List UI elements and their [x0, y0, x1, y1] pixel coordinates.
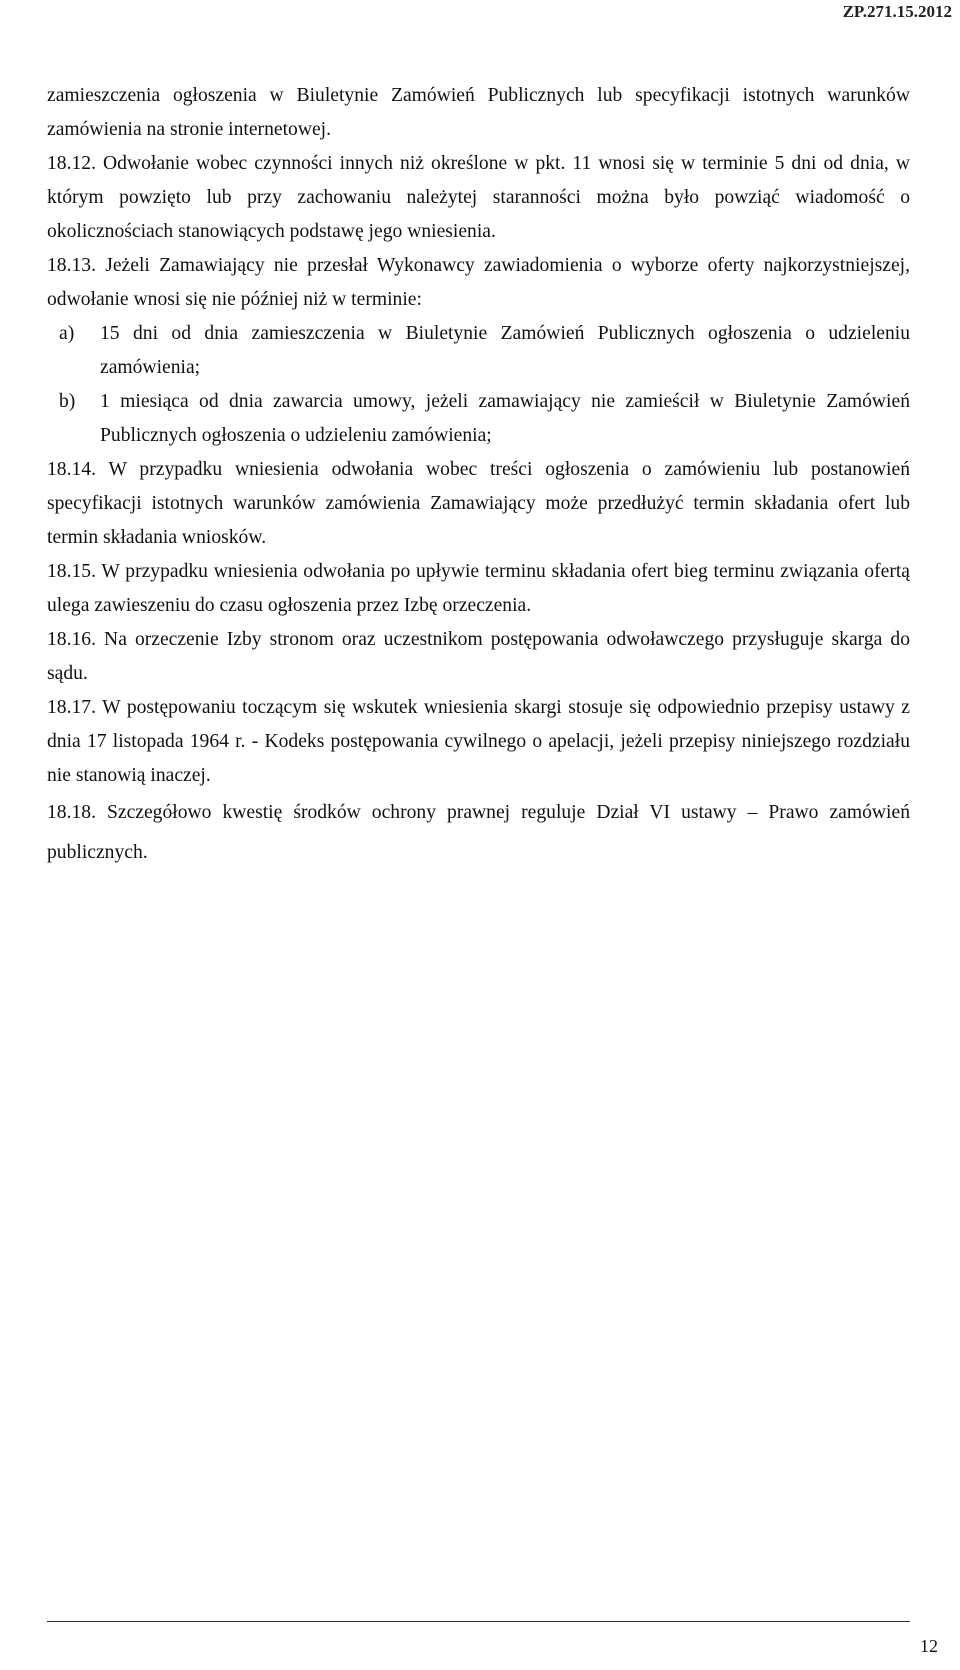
paragraph-18-12: 18.12. Odwołanie wobec czynności innych niż określone w pkt. 11 wnosi się w terminie 5 dni od dnia, w którym powzięto lub przy zachowaniu należytej staranności można było powziąć wiadomość o okolicznościach stanowiących podstawę jego wniesienia.	[47, 153, 910, 242]
paragraph-18-15: 18.15. W przypadku wniesienia odwołania po upływie terminu składania ofert bieg terminu związania ofertą ulega zawieszeniu do czasu ogłoszenia przez Izbę orzeczenia.	[47, 561, 910, 616]
paragraph-18-16: 18.16. Na orzeczenie Izby stronom oraz uczestnikom postępowania odwoławczego przysługuje skarga do sądu.	[47, 629, 910, 684]
paragraph-continuation: zamieszczenia ogłoszenia w Biuletynie Zamówień Publicznych lub specyfikacji istotnych warunków zamówienia na stronie internetowej.	[47, 85, 910, 140]
paragraph-18-14: 18.14. W przypadku wniesienia odwołania wobec treści ogłoszenia o zamówieniu lub postanowień specyfikacji istotnych warunków zamówienia Zamawiający może przedłużyć termin składania ofert lub termin składania wniosków.	[47, 459, 910, 548]
paragraph-18-18: 18.18. Szczegółowo kwestię środków ochrony prawnej reguluje Dział VI ustawy – Prawo zamówień publicznych.	[47, 802, 910, 863]
list-item-b	[59, 385, 910, 453]
paragraph-18-17: 18.17. W postępowaniu toczącym się wskutek wniesienia skargi stosuje się odpowiednio przepisy ustawy z dnia 17 listopada 1964 r. - Kodeks postępowania cywilnego o apelacji, jeżeli przepisy niniejszego rozdziału nie stanowią inaczej.	[47, 697, 910, 786]
page-number: 12	[920, 1636, 938, 1656]
list-text-a: 15 dni od dnia zamieszczenia w Biuletynie Zamówień Publicznych ogłoszenia o udzieleniu zamówienia;	[100, 323, 910, 378]
list-label-a: a)	[59, 323, 75, 344]
list-text-b: 1 miesiąca od dnia zawarcia umowy, jeżeli zamawiający nie zamieścił w Biuletynie Zamówień Publicznych ogłoszenia o udzieleniu zamówienia;	[100, 391, 910, 446]
paragraph-18-13: 18.13. Jeżeli Zamawiający nie przesłał Wykonawcy zawiadomienia o wyborze oferty najkorzystniejszej, odwołanie wnosi się nie później niż w terminie:	[47, 255, 910, 310]
document-body	[47, 79, 910, 873]
list-item-a	[59, 317, 910, 385]
document-reference: ZP.271.15.2012	[842, 2, 952, 21]
list-label-b: b)	[59, 391, 76, 412]
footer-divider	[47, 1621, 910, 1622]
